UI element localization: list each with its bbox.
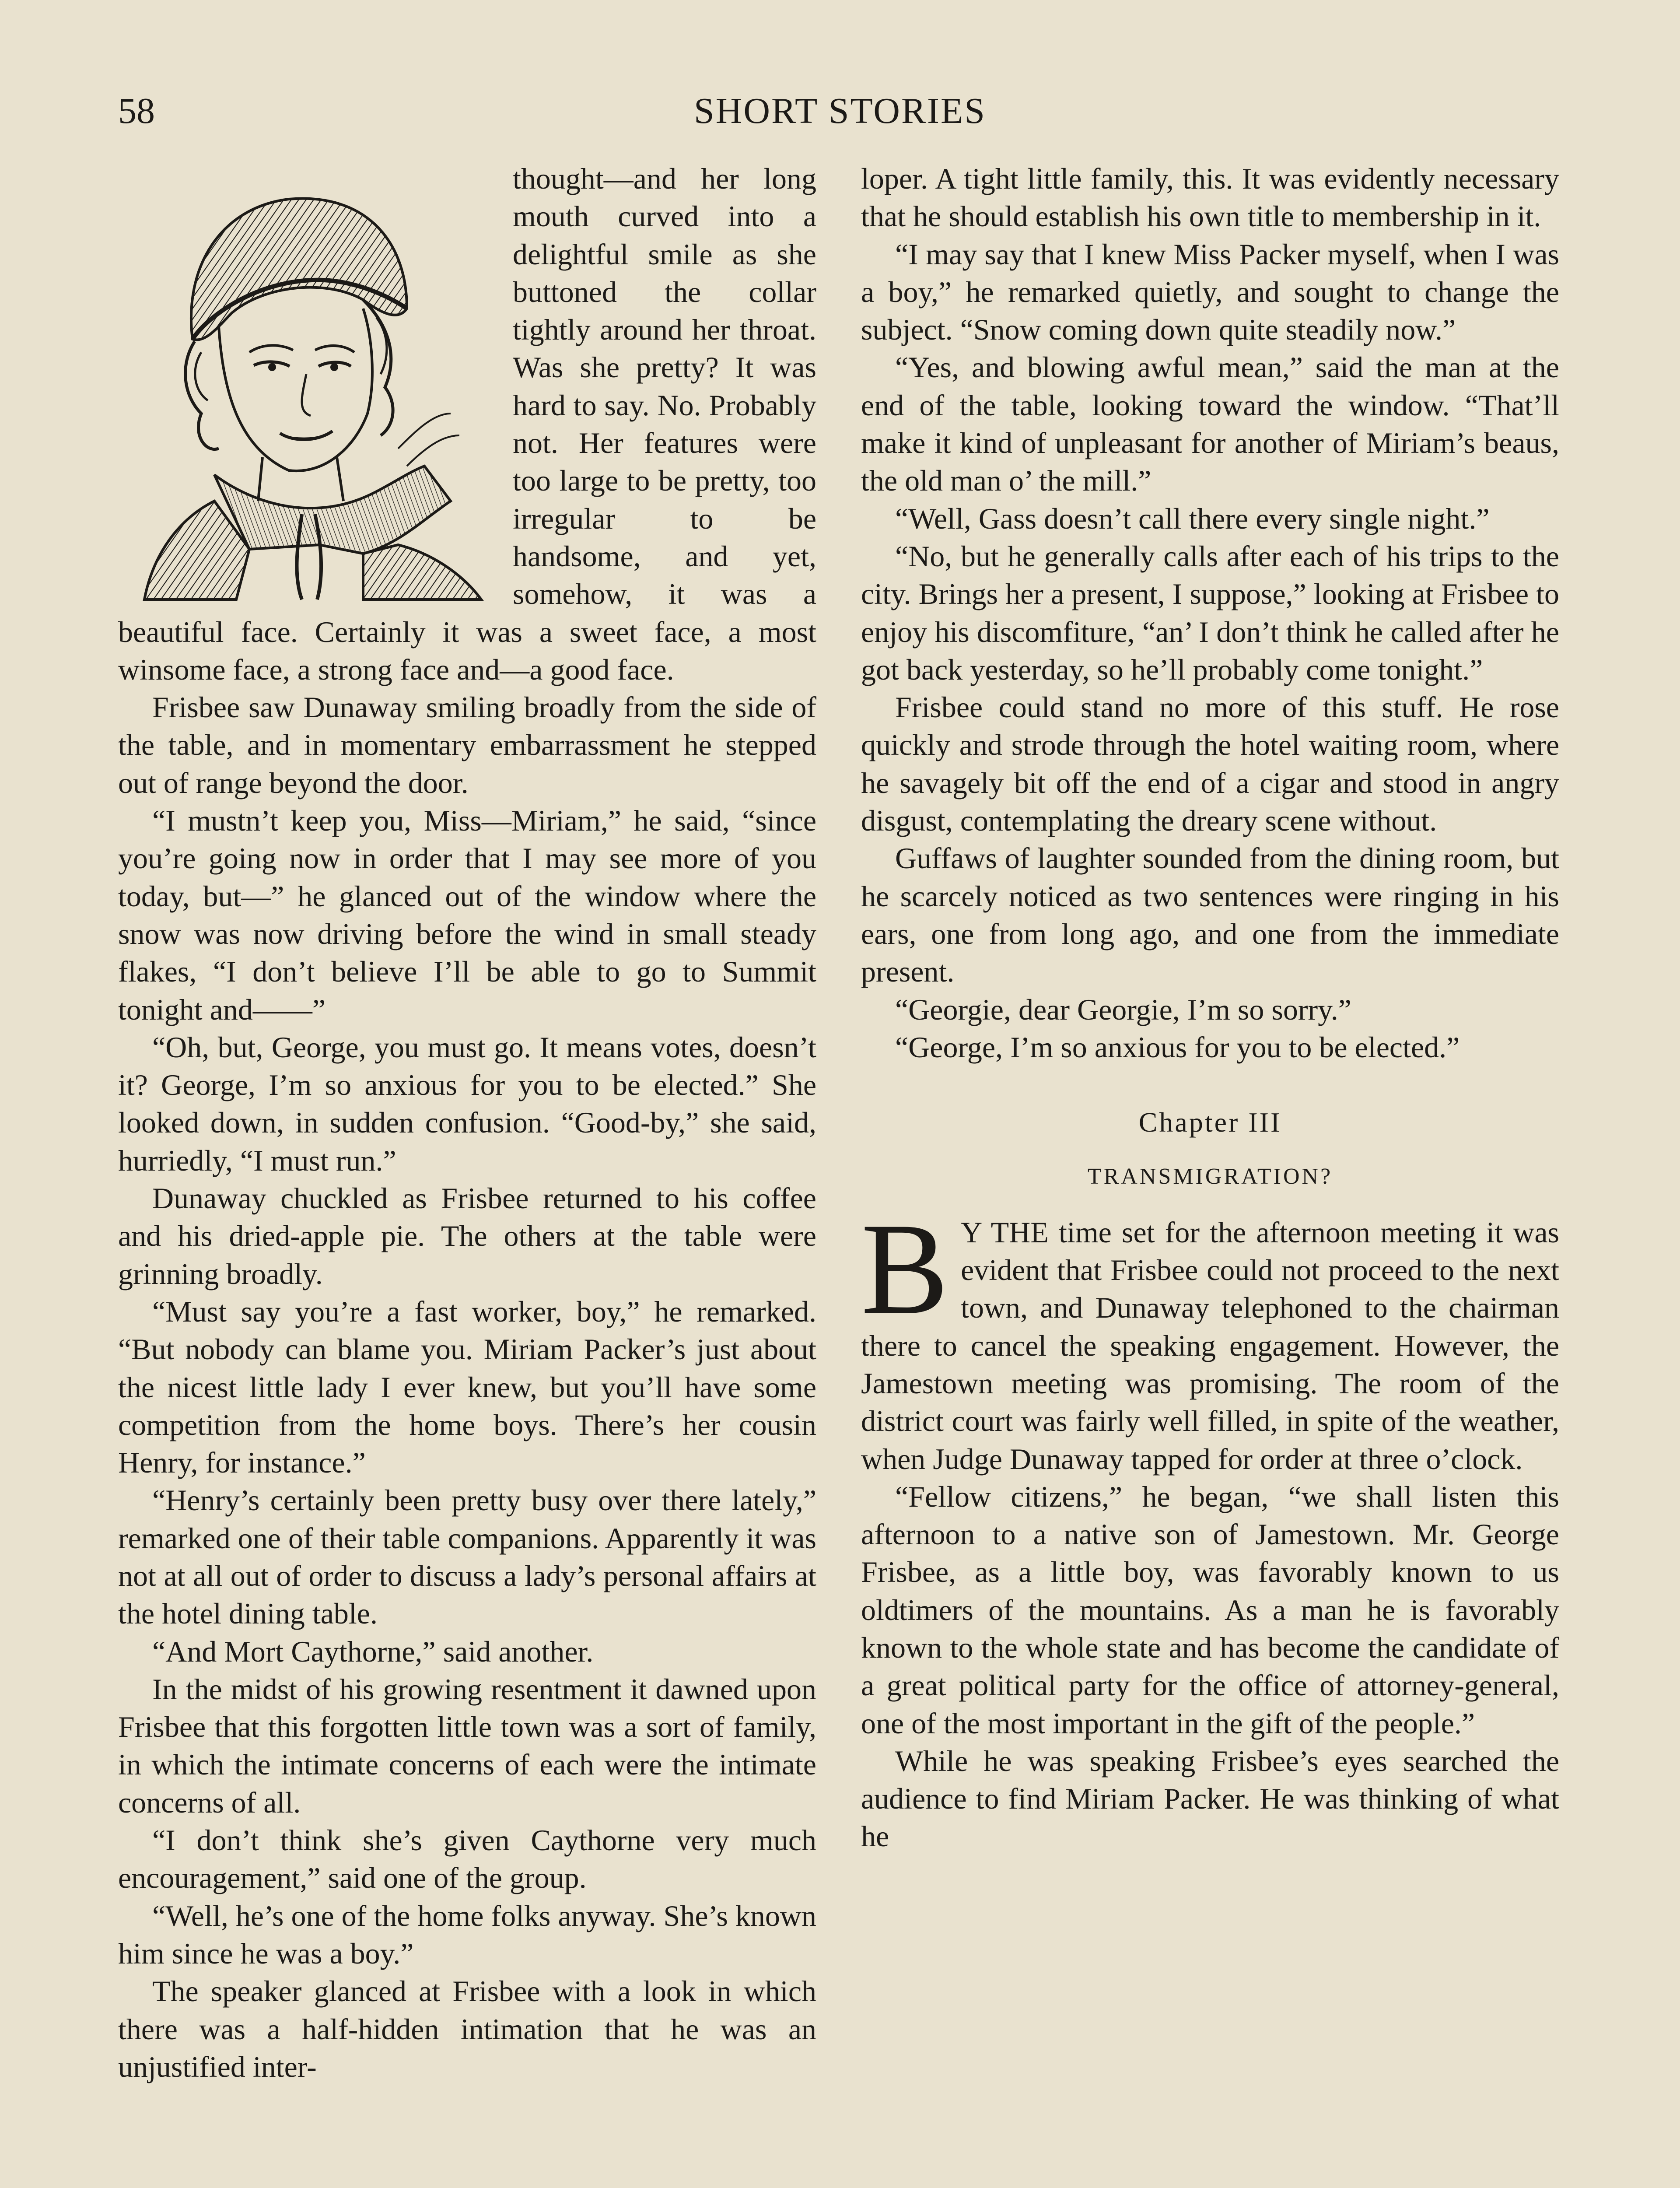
paragraph: “I mustn’t keep you, Miss—Miriam,” he said, “since you’re going now in order that I may see more of you today, but—” he glanced out of the window where the snow was now driving before the wind in small steady flakes, “I don’t believe I’ll be able to go to Summit tonight and——” bbox=[118, 804, 816, 1026]
paragraph: Frisbee saw Dunaway smiling broadly from the side of the table, and in momentary embarrassment he stepped out of range beyond the door. bbox=[118, 691, 816, 799]
paragraph: “George, I’m so anxious for you to be elected.” bbox=[895, 1030, 1460, 1064]
paragraph: “Yes, and blowing awful mean,” said the man at the end of the table, looking toward the window. “That’ll make it kind of unpleasant for another of Miriam’s beaus, the old man o’ the mill.” bbox=[861, 351, 1559, 498]
paragraph: “Well, he’s one of the home folks anyway. She’s known him since he was a boy.” bbox=[118, 1899, 816, 1970]
left-column bbox=[118, 160, 816, 2086]
running-head: SHORT STORIES bbox=[693, 91, 986, 131]
paragraph: “Georgie, dear Georgie, I’m so sorry.” bbox=[895, 992, 1351, 1026]
woman-in-cloche-hat-illustration bbox=[118, 168, 490, 602]
paragraph: “No, but he generally calls after each of his trips to the city. Brings her a present, I suppose,” looking at Frisbee to enjoy his discomfiture, “an’ I don’t think he called after he got back yesterday, so he’ll probably come tonight.” bbox=[861, 539, 1559, 686]
drop-cap: B bbox=[861, 1196, 949, 1341]
paragraph: “Fellow citizens,” he began, “we shall listen this afternoon to a native son of Jamestown. Mr. George Frisbee, as a little boy, was favorably known to us oldtimers of the mountains. As a man he is favorably known to the whole state and has become the candidate of a great political party for the office of attorney-general, one of the most important in the gift of the people.” bbox=[861, 1480, 1559, 1740]
paragraph: In the midst of his growing resentment it dawned upon Frisbee that this forgotten little town was a sort of family, in which the intimate concerns of each were the intimate concerns of all. bbox=[118, 1672, 816, 1819]
paragraph: Frisbee could stand no more of this stuff. He rose quickly and strode through the hotel waiting room, where he savagely bit off the end of a cigar and stood in angry disgust, contemplating the dreary scene without. bbox=[861, 691, 1559, 838]
paragraph: “Well, Gass doesn’t call there every single night.” bbox=[895, 501, 1490, 535]
chapter-title: Chapter III bbox=[1138, 1107, 1282, 1138]
paragraph-text: Y THE time set for the afternoon meeting it was evident that Frisbee could not proceed to the next town, and Dunaway telephoned to the chairman there to cancel the speaking engagement. However, the Jamestown meeting was promising. The room of the district court was fairly well filled, in spite of the weather, when Judge Dunaway tapped for order at three o’clock. bbox=[861, 1215, 1559, 1476]
paragraph: thought—and her long mouth curved into a delightful smile as she buttoned the collar tightly around her throat. Was she pretty? It was hard to say. No. Probably not. Her features were too large to be pretty, too irregular to be handsome, and yet, somehow, it was a beautiful face. Certainly it was a sweet face, a most winsome face, a strong face and—a good face. bbox=[118, 162, 816, 686]
chapter-opening-paragraph bbox=[861, 1196, 1559, 1478]
paragraph: The speaker glanced at Frisbee with a look in which there was a half-hidden intimation that he was an unjustified inter- bbox=[118, 1974, 816, 2083]
page-header bbox=[118, 90, 1562, 142]
paragraph: Dunaway chuckled as Frisbee returned to his coffee and his dried-apple pie. The others at the table were grinning broadly. bbox=[118, 1182, 816, 1290]
page-number: 58 bbox=[118, 91, 155, 131]
paragraph: “Must say you’re a fast worker, boy,” he remarked. “But nobody can blame you. Miriam Packer’s just about the nicest little lady I ever knew, but you’ll have some competition from the home boys. There’s her cousin Henry, for instance.” bbox=[118, 1294, 816, 1480]
paragraph: “I don’t think she’s given Caythorne very much encouragement,” said one of the group. bbox=[118, 1823, 816, 1895]
paragraph: While he was speaking Frisbee’s eyes searched the audience to find Miriam Packer. He was thinking of what he bbox=[861, 1744, 1559, 1853]
paragraph: “I may say that I knew Miss Packer myself, when I was a boy,” he remarked quietly, and sought to change the subject. “Snow coming down quite steadily now.” bbox=[861, 237, 1559, 347]
right-column bbox=[861, 160, 1559, 1855]
paragraph: “Henry’s certainly been pretty busy over there lately,” remarked one of their table companions. Apparently it was not at all out of order to discuss a lady’s personal affairs at the hotel dining table. bbox=[118, 1483, 816, 1630]
paragraph: loper. A tight little family, this. It was evidently necessary that he should establish his own title to membership in it. bbox=[861, 162, 1559, 233]
paragraph: “Oh, but, George, you must go. It means votes, doesn’t it? George, I’m so anxious for you to be elected.” She looked down, in sudden confusion. “Good-by,” she said, hurriedly, “I must run.” bbox=[118, 1030, 816, 1177]
chapter-subtitle: TRANSMIGRATION? bbox=[1087, 1164, 1333, 1189]
paragraph: “And Mort Caythorne,” said another. bbox=[152, 1634, 594, 1668]
paragraph: Guffaws of laughter sounded from the dining room, but he scarcely noticed as two sentences were ringing in his ears, one from long ago, and one from the immediate present. bbox=[861, 842, 1559, 989]
